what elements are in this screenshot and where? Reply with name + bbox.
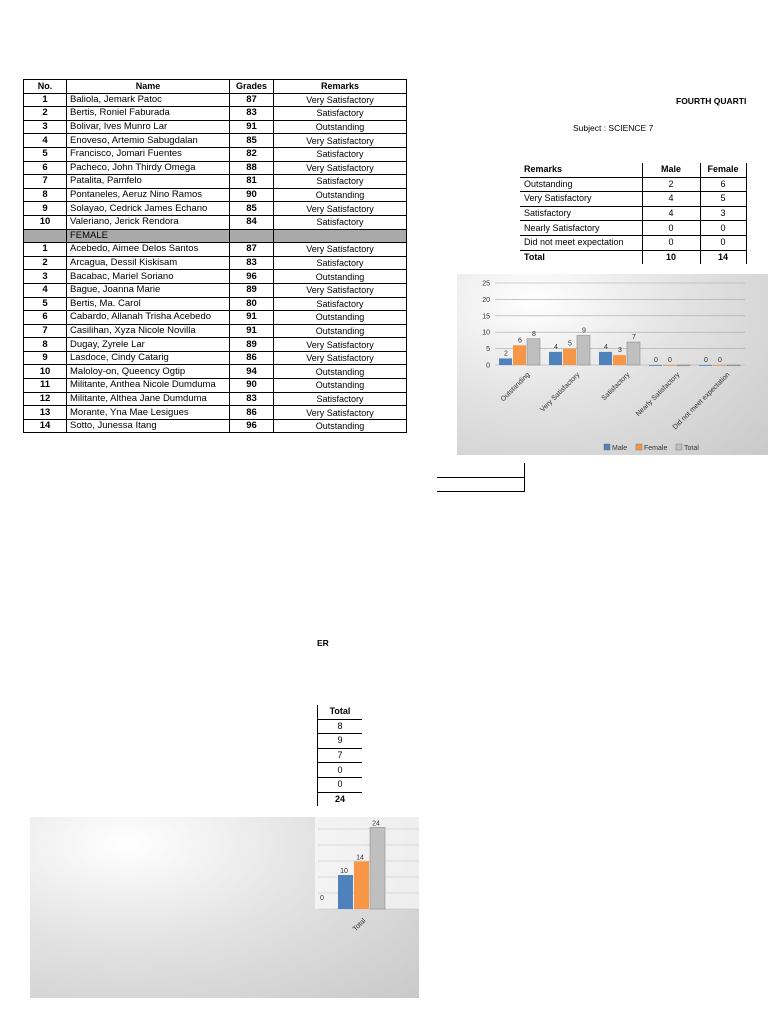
female-name: Casilihan, Xyza Nicole Novilla [67, 324, 230, 338]
male-remarks: Satisfactory [274, 107, 407, 121]
x-tick-label: Very Satisfactory [539, 371, 582, 414]
axis-zero-label: 0 [320, 895, 324, 902]
female-remarks: Outstanding [274, 311, 407, 325]
total-column-value: 7 [318, 748, 363, 763]
male-remarks: Very Satisfactory [274, 161, 407, 175]
subject-label: Subject : SCIENCE 7 [573, 123, 654, 133]
male-name: Solayao, Cedrick James Echano [67, 202, 230, 216]
female-remarks: Satisfactory [274, 392, 407, 406]
female-name: Militante, Anthea Nicole Dumduma [67, 379, 230, 393]
y-tick-label: 0 [486, 362, 490, 370]
male-grade: 85 [230, 134, 274, 148]
male-remarks: Outstanding [274, 188, 407, 202]
bar-male [649, 365, 662, 366]
female-grade: 91 [230, 311, 274, 325]
male-no: 3 [24, 120, 67, 134]
male-no: 8 [24, 188, 67, 202]
summary-total-row [520, 250, 746, 264]
female-rows [24, 243, 407, 433]
data-label: 2 [504, 350, 508, 358]
female-grade: 91 [230, 324, 274, 338]
data-label: 4 [604, 343, 608, 351]
female-grade: 94 [230, 365, 274, 379]
summary-male: 4 [642, 192, 700, 207]
male-no: 4 [24, 134, 67, 148]
male-name: Pacheco, John Thirdy Omega [67, 161, 230, 175]
male-no: 7 [24, 175, 67, 189]
col-grades: Grades [230, 80, 274, 94]
bar-female [354, 861, 369, 909]
remarks-chart-area [457, 274, 768, 455]
female-remarks: Very Satisfactory [274, 351, 407, 365]
female-no: 9 [24, 351, 67, 365]
male-remarks: Very Satisfactory [274, 93, 407, 107]
total-column-sum: 24 [318, 792, 363, 806]
female-row [24, 297, 407, 311]
male-row [24, 93, 407, 107]
female-no: 5 [24, 297, 67, 311]
col-no: No. [24, 80, 67, 94]
female-remarks: Very Satisfactory [274, 406, 407, 420]
summary-total-male: 10 [642, 250, 700, 264]
summary-female: 5 [700, 192, 746, 207]
male-remarks: Very Satisfactory [274, 202, 407, 216]
male-grade: 90 [230, 188, 274, 202]
male-name: Valeriano, Jerick Rendora [67, 215, 230, 229]
data-label: 0 [704, 357, 708, 364]
data-label: 0 [668, 357, 672, 364]
male-grade: 81 [230, 175, 274, 189]
data-label: 10 [340, 868, 348, 875]
male-no: 10 [24, 215, 67, 229]
female-grade: 89 [230, 338, 274, 352]
female-row [24, 392, 407, 406]
total-column-rows [318, 719, 363, 792]
roster-header-row [24, 80, 407, 94]
summary-female: 0 [700, 235, 746, 250]
female-no: 3 [24, 270, 67, 284]
female-no: 7 [24, 324, 67, 338]
male-remarks: Very Satisfactory [274, 134, 407, 148]
female-no: 13 [24, 406, 67, 420]
male-name: Baliola, Jemark Patoc [67, 93, 230, 107]
female-name: Sotto, Junessa Itang [67, 419, 230, 433]
female-name: Acebedo, Aimee Delos Santos [67, 243, 230, 257]
legend-label: Male [612, 445, 628, 452]
summary-male: 4 [642, 206, 700, 221]
female-no: 8 [24, 338, 67, 352]
female-name: Bague, Joanna Marie [67, 283, 230, 297]
data-label: 5 [568, 340, 572, 348]
female-row [24, 270, 407, 284]
bar-total [627, 342, 640, 365]
data-label: 0 [718, 357, 722, 364]
female-row [24, 243, 407, 257]
data-label: 14 [356, 854, 364, 862]
female-grade: 86 [230, 406, 274, 420]
male-grade: 87 [230, 93, 274, 107]
female-grade: 90 [230, 379, 274, 393]
female-remarks: Outstanding [274, 270, 407, 284]
male-row [24, 120, 407, 134]
total-column-header: Total [318, 705, 363, 719]
total-column-table [317, 705, 362, 806]
summary-remark: Nearly Satisfactory [520, 221, 642, 236]
female-no: 10 [24, 365, 67, 379]
male-name: Enoveso, Artemio Sabugdalan [67, 134, 230, 148]
male-row [24, 147, 407, 161]
y-tick-label: 15 [482, 313, 490, 321]
data-label: 6 [518, 337, 522, 345]
female-remarks: Satisfactory [274, 256, 407, 270]
x-tick-label: Outstanding [499, 371, 532, 404]
total-column-value: 0 [318, 777, 363, 792]
summary-female: 6 [700, 177, 746, 192]
quarter-title: FOURTH QUARTI [676, 96, 747, 106]
male-name: Bolivar, Ives Munro Lar [67, 120, 230, 134]
summary-female: 0 [700, 221, 746, 236]
female-row [24, 379, 407, 393]
summary-male: 2 [642, 177, 700, 192]
female-label: FEMALE [67, 229, 230, 243]
summary-row [520, 235, 746, 250]
male-grade: 82 [230, 147, 274, 161]
x-tick-label: Nearly Satisfactory [634, 371, 682, 418]
female-row [24, 419, 407, 433]
y-tick-label: 5 [486, 346, 490, 354]
female-grade: 83 [230, 256, 274, 270]
male-remarks: Outstanding [274, 120, 407, 134]
female-name: Cabardo, Allanah Trisha Acebedo [67, 311, 230, 325]
female-grade: 86 [230, 351, 274, 365]
summary-rows [520, 177, 746, 250]
bar-total [677, 365, 690, 366]
male-row [24, 202, 407, 216]
summary-table [520, 163, 747, 264]
bar-female [563, 349, 576, 365]
bar-total [370, 827, 385, 909]
female-remarks: Very Satisfactory [274, 338, 407, 352]
x-tick-label: Satisfactory [600, 371, 632, 403]
bar-male [699, 365, 712, 366]
female-remarks: Outstanding [274, 379, 407, 393]
female-remarks: Outstanding [274, 419, 407, 433]
female-name: Morante, Yna Mae Lesigues [67, 406, 230, 420]
legend-swatch-female [636, 444, 642, 450]
legend-label: Female [644, 445, 668, 452]
male-row [24, 107, 407, 121]
female-row [24, 311, 407, 325]
summary-col-female: Female [700, 163, 746, 177]
male-remarks: Satisfactory [274, 147, 407, 161]
female-remarks: Very Satisfactory [274, 243, 407, 257]
female-remarks: Outstanding [274, 324, 407, 338]
data-label: 24 [372, 820, 380, 828]
male-row [24, 134, 407, 148]
female-no: 2 [24, 256, 67, 270]
female-row [24, 365, 407, 379]
male-name: Patalita, Pamfelo [67, 175, 230, 189]
summary-col-remarks: Remarks [520, 163, 642, 177]
bar-male [338, 875, 353, 909]
summary-male: 0 [642, 235, 700, 250]
female-row [24, 406, 407, 420]
female-grade: 83 [230, 392, 274, 406]
female-grade: 80 [230, 297, 274, 311]
female-remarks: Very Satisfactory [274, 283, 407, 297]
bar-total [727, 365, 740, 366]
female-grade: 89 [230, 283, 274, 297]
summary-total-female: 14 [700, 250, 746, 264]
data-label: 3 [618, 347, 622, 355]
col-name: Name [67, 80, 230, 94]
female-name: Bacabac, Mariel Soriano [67, 270, 230, 284]
male-name: Pontaneles, Aeruz Nino Ramos [67, 188, 230, 202]
female-no: 11 [24, 379, 67, 393]
female-no: 14 [24, 419, 67, 433]
bar-female [613, 355, 626, 365]
y-tick-label: 10 [482, 329, 490, 337]
male-remarks: Satisfactory [274, 175, 407, 189]
summary-row [520, 221, 746, 236]
y-tick-label: 20 [482, 296, 490, 304]
male-row [24, 175, 407, 189]
male-remarks: Satisfactory [274, 215, 407, 229]
summary-female: 3 [700, 206, 746, 221]
remarks-chart [457, 274, 768, 455]
summary-remark: Did not meet expectation [520, 235, 642, 250]
bar-female [663, 365, 676, 366]
male-no: 5 [24, 147, 67, 161]
summary-total-label: Total [524, 251, 545, 262]
female-remarks: Outstanding [274, 365, 407, 379]
total-chart [30, 817, 419, 998]
female-row [24, 351, 407, 365]
female-no: 4 [24, 283, 67, 297]
bar-male [499, 358, 512, 365]
y-tick-label: 25 [482, 280, 490, 288]
male-grade: 85 [230, 202, 274, 216]
female-no: 6 [24, 311, 67, 325]
title-fragment: ER [317, 638, 329, 648]
male-no: 6 [24, 161, 67, 175]
male-row [24, 215, 407, 229]
male-no: 1 [24, 93, 67, 107]
data-label: 9 [582, 327, 586, 335]
male-name: Francisco, Jomari Fuentes [67, 147, 230, 161]
empty-cell-fragment [437, 477, 525, 492]
x-tick-label: Total [352, 917, 368, 933]
col-remarks: Remarks [274, 80, 407, 94]
female-grade: 96 [230, 270, 274, 284]
data-label: 8 [532, 330, 536, 338]
bar-male [549, 352, 562, 365]
male-row [24, 161, 407, 175]
summary-male: 0 [642, 221, 700, 236]
female-row [24, 324, 407, 338]
divider-line [524, 463, 525, 477]
male-no: 2 [24, 107, 67, 121]
female-grade: 87 [230, 243, 274, 257]
male-row [24, 188, 407, 202]
x-tick-label: Did not meet expectation [671, 371, 732, 432]
roster-table [23, 79, 407, 433]
female-row [24, 283, 407, 297]
female-name: Dugay, Zyrele Lar [67, 338, 230, 352]
female-name: Lasdoce, Cindy Catarig [67, 351, 230, 365]
data-label: 0 [654, 357, 658, 364]
female-remarks: Satisfactory [274, 297, 407, 311]
summary-remark: Outstanding [520, 177, 642, 192]
female-name: Maloloy-on, Queency Ogtip [67, 365, 230, 379]
legend-label: Total [684, 445, 699, 452]
male-no: 9 [24, 202, 67, 216]
female-row [24, 338, 407, 352]
female-no: 1 [24, 243, 67, 257]
summary-row [520, 192, 746, 207]
female-name: Bertis, Ma. Carol [67, 297, 230, 311]
male-name: Bertis, Roniel Faburada [67, 107, 230, 121]
bar-total [527, 339, 540, 365]
male-grade: 83 [230, 107, 274, 121]
legend-swatch-total [676, 444, 682, 450]
total-column-value: 8 [318, 719, 363, 734]
female-no: 12 [24, 392, 67, 406]
male-grade: 91 [230, 120, 274, 134]
male-rows [24, 93, 407, 229]
summary-row [520, 206, 746, 221]
total-chart-area [30, 817, 419, 998]
summary-col-male: Male [642, 163, 700, 177]
female-grade: 96 [230, 419, 274, 433]
total-column-value: 9 [318, 734, 363, 749]
bar-female [713, 365, 726, 366]
bar-female [513, 345, 526, 365]
female-name: Arcagua, Dessil Kiskisam [67, 256, 230, 270]
total-column-value: 0 [318, 763, 363, 778]
bar-male [599, 352, 612, 365]
legend-swatch-male [604, 444, 610, 450]
summary-row [520, 177, 746, 192]
data-label: 4 [554, 343, 558, 351]
female-separator-row [24, 229, 407, 243]
female-name: Militante, Althea Jane Dumduma [67, 392, 230, 406]
summary-remark: Very Satisfactory [520, 192, 642, 207]
summary-remark: Satisfactory [520, 206, 642, 221]
summary-header-row [520, 163, 746, 177]
bar-total [577, 335, 590, 365]
data-label: 7 [632, 334, 636, 342]
male-grade: 84 [230, 215, 274, 229]
female-row [24, 256, 407, 270]
male-grade: 88 [230, 161, 274, 175]
